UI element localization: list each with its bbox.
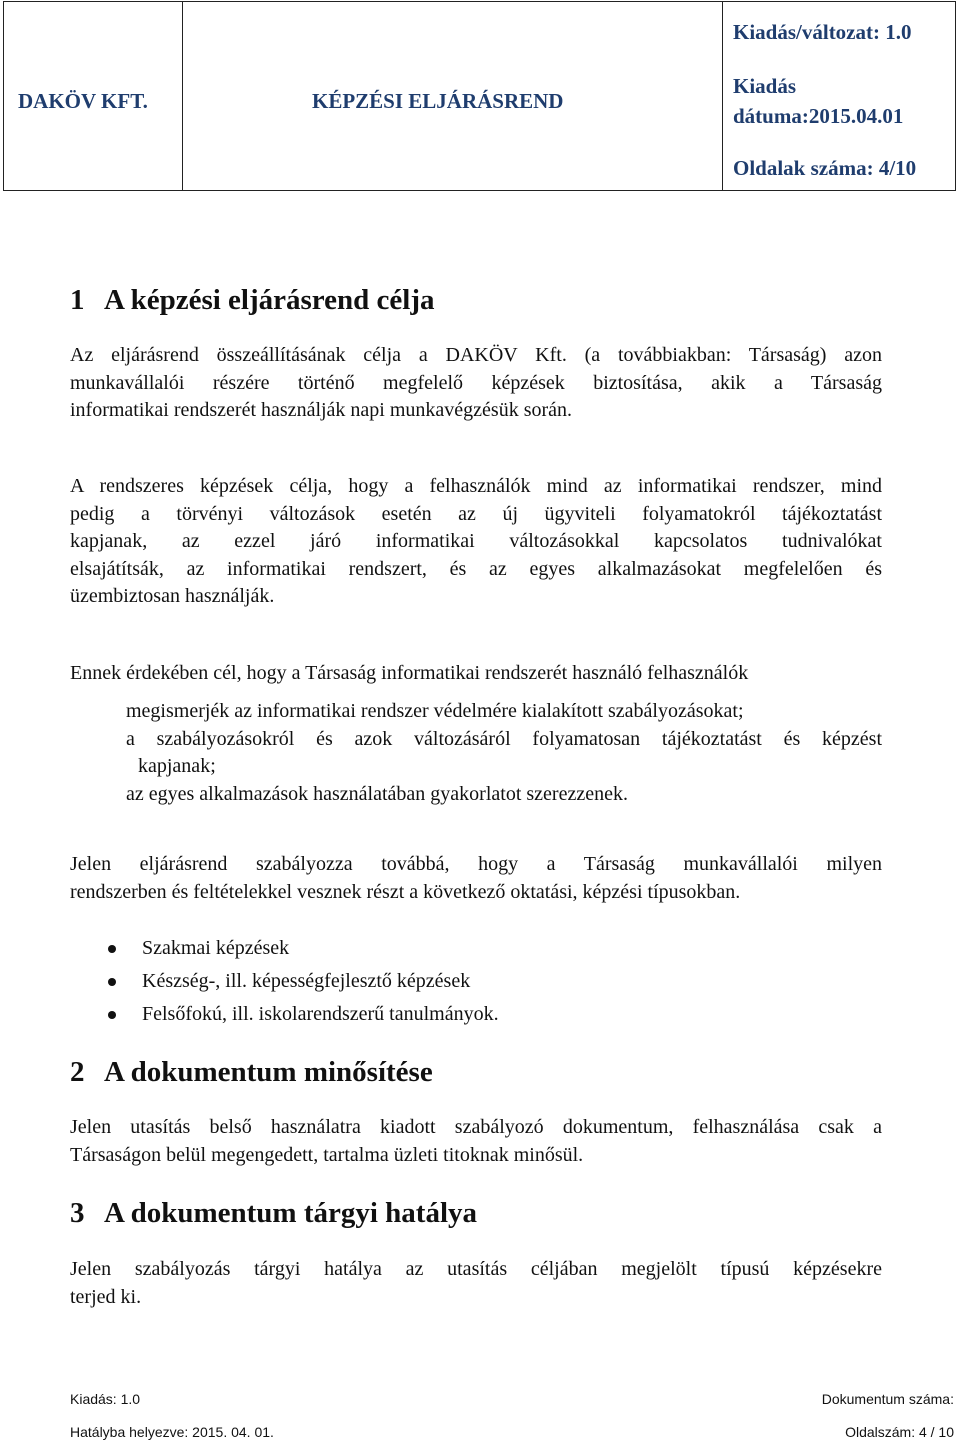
text-line: pedig a törvényi változások esetén az új ügyviteli folyamatokról tájékoztatást xyxy=(70,502,882,525)
section-title: A dokumentum minősítése xyxy=(104,1056,433,1088)
bullet-icon xyxy=(108,1011,116,1019)
text-line: A rendszeres képzések célja, hogy a felhasználók mind az informatikai rendszer, mind xyxy=(70,475,882,497)
text-line: Ennek érdekében cél, hogy a Társaság informatikai rendszerét használó felhasználók xyxy=(70,662,749,684)
text-line: üzembiztosan használják. xyxy=(70,585,275,607)
document-title: KÉPZÉSI ELJÁRÁSREND xyxy=(312,89,564,113)
header-company-cell xyxy=(4,2,183,190)
footer-effective-date: Hatályba helyezve: 2015. 04. 01. xyxy=(70,1424,274,1440)
bullet-icon xyxy=(108,945,116,953)
header-title-cell xyxy=(183,2,723,190)
issue-label: Kiadás xyxy=(733,74,797,98)
section-title: A dokumentum tárgyi hatálya xyxy=(104,1197,478,1229)
text-line: informatikai rendszerét használják napi munkavégzésük során. xyxy=(70,399,573,421)
list-item xyxy=(70,932,499,965)
goal-item-continuation: kapjanak; xyxy=(138,755,216,777)
training-types-list xyxy=(70,932,499,1031)
goals-list xyxy=(126,698,882,808)
list-item-label: Készség-, ill. képességfejlesztő képzések xyxy=(142,970,471,992)
goal-item: a szabályozásokról és azok változásáról folyamatosan tájékoztatást és képzést xyxy=(126,727,882,750)
header-meta-cell xyxy=(723,2,955,190)
goal-item: megismerjék az informatikai rendszer védelmére kialakított szabályozásokat; xyxy=(126,700,744,722)
text-line: rendszerben és feltételekkel vesznek részt a következő oktatási, képzési típusokban. xyxy=(70,880,741,903)
goal-item: az egyes alkalmazások használatában gyakorlatot szerezzenek. xyxy=(126,782,628,805)
text-line: elsajátítsák, az informatikai rendszert, és az egyes alkalmazásokat megfelelően és xyxy=(70,557,882,580)
list-item-label: Szakmai képzések xyxy=(142,937,290,959)
footer-page-number: Oldalszám: 4 / 10 xyxy=(845,1424,954,1440)
list-item xyxy=(70,965,499,998)
paragraph-scope xyxy=(70,851,882,906)
text-line: munkavállalói részére történő megfelelő képzések biztosítása, akik a Társaság xyxy=(70,371,882,394)
section-number: 1 xyxy=(70,284,85,316)
list-item xyxy=(70,998,499,1031)
text-line: Jelen utasítás belső használatra kiadott szabályozó dokumentum, felhasználása csak a xyxy=(70,1116,882,1138)
text-line: Jelen szabályozás tárgyi hatálya az utasítás céljában megjelölt típusú képzésekre xyxy=(70,1258,882,1280)
text-line: terjed ki. xyxy=(70,1285,142,1308)
paragraph-training-goal xyxy=(70,473,882,611)
section-1-heading xyxy=(70,284,434,317)
section-2-heading xyxy=(70,1056,433,1089)
issue-date: dátuma:2015.04.01 xyxy=(733,104,904,128)
text-line: Jelen eljárásrend szabályozza továbbá, hogy a Társaság munkavállalói milyen xyxy=(70,853,882,875)
paragraph-classification xyxy=(70,1114,882,1169)
list-item-label: Felsőfokú, ill. iskolarendszerű tanulmányok. xyxy=(142,1003,499,1025)
bullet-icon xyxy=(108,978,116,986)
footer-document-number: Dokumentum száma: xyxy=(821,1391,954,1407)
text-line: Társaságon belül megengedett, tartalma üzleti titoknak minősül. xyxy=(70,1143,584,1166)
section-title: A képzési eljárásrend célja xyxy=(104,284,435,316)
section-3-heading xyxy=(70,1197,477,1230)
page-count: Oldalak száma: 4/10 xyxy=(733,156,917,180)
paragraph-purpose xyxy=(70,342,882,425)
document-header xyxy=(3,1,956,191)
text-line: Az eljárásrend összeállításának célja a DAKÖV Kft. (a továbbiakban: Társaság) azon xyxy=(70,344,882,366)
footer-issue: Kiadás: 1.0 xyxy=(70,1391,141,1407)
company-name: DAKÖV KFT. xyxy=(18,89,148,113)
text-line: kapjanak, az ezzel járó informatikai változásokkal kapcsolatos tudnivalókat xyxy=(70,530,882,552)
section-number: 2 xyxy=(70,1056,85,1088)
version-label: Kiadás/változat: 1.0 xyxy=(733,20,912,44)
paragraph-intent xyxy=(70,660,882,688)
paragraph-subject-scope xyxy=(70,1256,882,1311)
section-number: 3 xyxy=(70,1197,85,1229)
